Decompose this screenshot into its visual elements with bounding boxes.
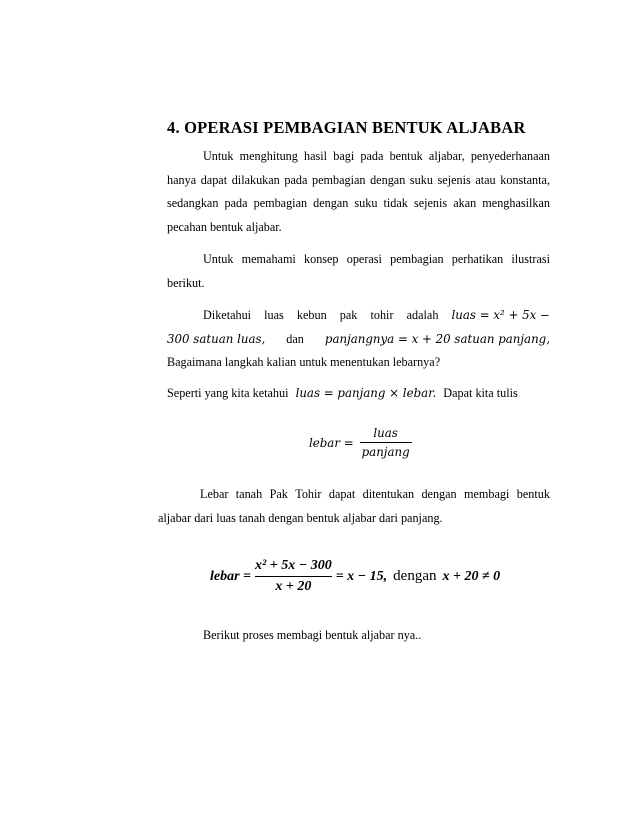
word: tohir	[370, 308, 394, 322]
formula-condition: x + 20 ≠ 0	[442, 568, 501, 584]
word: adalah	[406, 308, 439, 322]
known-text-end: Dapat kita tulis	[443, 386, 518, 400]
word: kebun	[296, 308, 327, 322]
fraction-bar	[255, 576, 332, 577]
fraction	[360, 426, 412, 459]
word: Tohir	[295, 487, 322, 501]
fraction-numerator: x² + 5x − 300	[255, 558, 332, 573]
word: Diketahui	[203, 308, 252, 322]
word: Pak	[269, 487, 288, 501]
known-text: Seperti yang kita ketahui	[167, 386, 289, 400]
paragraph-given-line3: Bagaimana langkah kalian untuk menentukan lebarnya?	[167, 355, 441, 369]
word: tanah	[235, 487, 263, 501]
formula-lhs: lebar =	[309, 435, 354, 450]
fraction-denominator: x + 20	[275, 579, 312, 594]
word: dan	[286, 332, 304, 346]
length-formula: panjangnya = x + 20 satuan panjang,	[324, 332, 550, 346]
word: membagi	[464, 487, 510, 501]
paragraph-width-text-end: aljabar dari luas tanah dengan bentuk aljabar dari panjang.	[158, 511, 443, 525]
paragraph-intro	[167, 145, 550, 239]
fraction	[255, 558, 332, 595]
paragraph-next-step: Berikut proses membagi bentuk aljabar nya..	[203, 628, 422, 642]
formula-word: dengan	[393, 568, 437, 584]
formula-lhs: lebar =	[210, 568, 252, 584]
paragraph-given-line2	[167, 332, 550, 347]
area-formula-part2: 300 satuan luas,	[167, 332, 266, 346]
formula-result: = x − 15,	[335, 568, 388, 584]
paragraph-concept-text: Untuk memahami konsep operasi pembagian perhatikan ilustrasi berikut.	[167, 252, 550, 290]
paragraph-given-line1	[203, 308, 550, 323]
width-formula	[309, 426, 412, 459]
area-formula-part1: luas = x² + 5x −	[451, 308, 550, 322]
fraction-denominator: panjang	[361, 445, 410, 459]
word: Lebar	[200, 487, 229, 501]
section-heading: 4. OPERASI PEMBAGIAN BENTUK ALJABAR	[167, 118, 526, 137]
word: pak	[339, 308, 358, 322]
paragraph-width-line1	[200, 487, 550, 502]
area-relation: luas = panjang × lebar.	[295, 386, 437, 400]
word: dapat	[328, 487, 356, 501]
word: bentuk	[516, 487, 550, 501]
word: dengan	[421, 487, 457, 501]
paragraph-concept	[167, 248, 550, 295]
paragraph-known	[167, 386, 518, 401]
division-result-formula	[210, 558, 500, 595]
word: ditentukan	[362, 487, 415, 501]
paragraph-intro-text: Untuk menghitung hasil bagi pada bentuk aljabar, penyederhanaan hanya dapat dilakukan pada pembagian dengan suku sejenis atau konstanta, sedangkan pada pembagian dengan suku tidak sejenis akan menghasilkan pecahan bentuk aljabar.	[167, 149, 550, 234]
paragraph-width-line2	[158, 511, 443, 526]
fraction-numerator: luas	[373, 426, 398, 440]
word: luas	[264, 308, 284, 322]
fraction-bar	[360, 442, 412, 443]
